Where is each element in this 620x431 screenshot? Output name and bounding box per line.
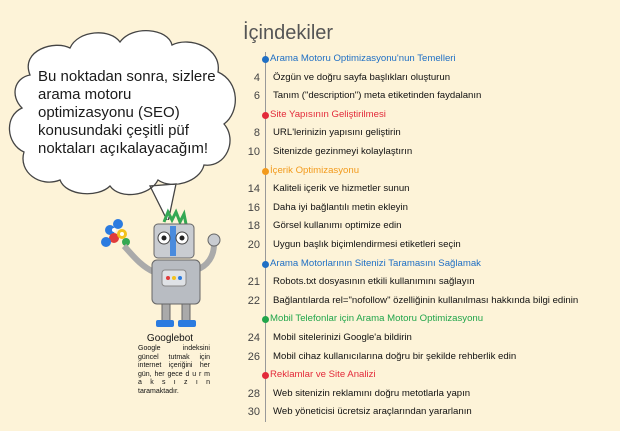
page-number: 4: [253, 71, 260, 84]
item-title: Özgün ve doğru sayfa başlıkları oluşturun: [273, 71, 451, 83]
page-number: 26: [247, 350, 260, 363]
section-title: Mobil Telefonlar için Arama Motoru Optimizasyonu: [270, 313, 484, 325]
toc-item[interactable]: [240, 236, 620, 255]
page-number: 16: [247, 201, 260, 214]
page-number: 21: [247, 276, 260, 289]
toc-section-heading[interactable]: [240, 310, 620, 329]
item-title: Daha iyi bağlantılı metin ekleyin: [273, 201, 408, 213]
toc-section-heading[interactable]: [240, 366, 620, 385]
section-bullet-icon: [262, 316, 269, 323]
section-title: Site Yapısının Geliştirilmesi: [270, 108, 386, 120]
section-bullet-icon: [262, 112, 269, 119]
toc-item[interactable]: [240, 87, 620, 106]
item-title: Mobil sitelerinizi Google'a bildirin: [273, 331, 412, 343]
toc-item[interactable]: [240, 329, 620, 348]
section-title: Arama Motorlarının Sitenizi Taramasını Sağlamak: [270, 257, 481, 269]
page-number: 30: [247, 406, 260, 419]
item-title: Kaliteli içerik ve hizmetler sunun: [273, 183, 410, 195]
toc-section-heading[interactable]: [240, 106, 620, 125]
page-number: 10: [247, 145, 260, 158]
section-bullet-icon: [262, 56, 269, 63]
toc-item[interactable]: [240, 69, 620, 88]
page-number: 14: [247, 183, 260, 196]
table-of-contents: [240, 50, 620, 422]
toc-item[interactable]: [240, 385, 620, 404]
section-bullet-icon: [262, 168, 269, 175]
toc-item[interactable]: [240, 348, 620, 367]
page-number: 18: [247, 220, 260, 233]
page-number: 6: [253, 90, 260, 103]
googlebot-name: Googlebot: [146, 333, 194, 344]
section-title: İçerik Optimizasyonu: [270, 164, 360, 176]
item-title: Görsel kullanımı optimize edin: [273, 220, 402, 232]
section-title: Arama Motoru Optimizasyonu'nun Temelleri: [270, 53, 456, 64]
item-title: Robots.txt dosyasının etkili kullanımını sağlayın: [273, 276, 475, 288]
item-title: Uygun başlık biçimlendirmesi etiketleri seçin: [273, 238, 461, 250]
section-title: Reklamlar ve Site Analizi: [270, 369, 376, 381]
section-bullet-icon: [262, 261, 269, 268]
item-title: Sitenizde gezinmeyi kolaylaştırın: [273, 145, 413, 157]
toc-section-heading[interactable]: [240, 162, 620, 181]
page-number: 22: [247, 294, 260, 307]
toc-item[interactable]: [240, 273, 620, 292]
toc-item[interactable]: [240, 180, 620, 199]
googlebot-illustration: [96, 208, 226, 333]
toc-item[interactable]: [240, 124, 620, 143]
googlebot-description: Google indeksini güncel tutmak için internet içeriğini her gün, her gece d u r m a k s ı z ı n taramaktadır.: [138, 345, 210, 395]
item-title: URL'lerinizin yapısını geliştirin: [273, 127, 401, 139]
toc-section-heading[interactable]: [240, 50, 620, 69]
toc-section-heading[interactable]: [240, 255, 620, 274]
page-number: 24: [247, 331, 260, 344]
item-title: Tanım ("description") meta etiketinden faydalanın: [273, 90, 482, 102]
toc-item[interactable]: [240, 143, 620, 162]
toc-item[interactable]: [240, 292, 620, 311]
toc-item[interactable]: [240, 403, 620, 422]
page-number: 28: [247, 387, 260, 400]
toc-title: İçindekiler: [243, 22, 334, 44]
item-title: Mobil cihaz kullanıcılarına doğru bir şekilde rehberlik edin: [273, 350, 517, 362]
page-number: 8: [253, 127, 260, 140]
toc-item[interactable]: [240, 217, 620, 236]
page-number: 20: [247, 238, 260, 251]
section-bullet-icon: [262, 372, 269, 379]
item-title: Bağlantılarda rel="nofollow" özelliğinin kullanılması hakkında bilgi edinin: [273, 294, 579, 306]
item-title: Web sitenizin reklamını doğru metotlarla yapın: [273, 387, 471, 399]
item-title: Web yöneticisi ücretsiz araçlarından yararlanın: [273, 406, 472, 418]
toc-item[interactable]: [240, 199, 620, 218]
speech-bubble-text: Bu noktadan sonra, sizlere arama motoru optimizasyonu (SEO) konusundaki çeşitli püf noktaları açıkalayacağım!: [38, 68, 216, 157]
